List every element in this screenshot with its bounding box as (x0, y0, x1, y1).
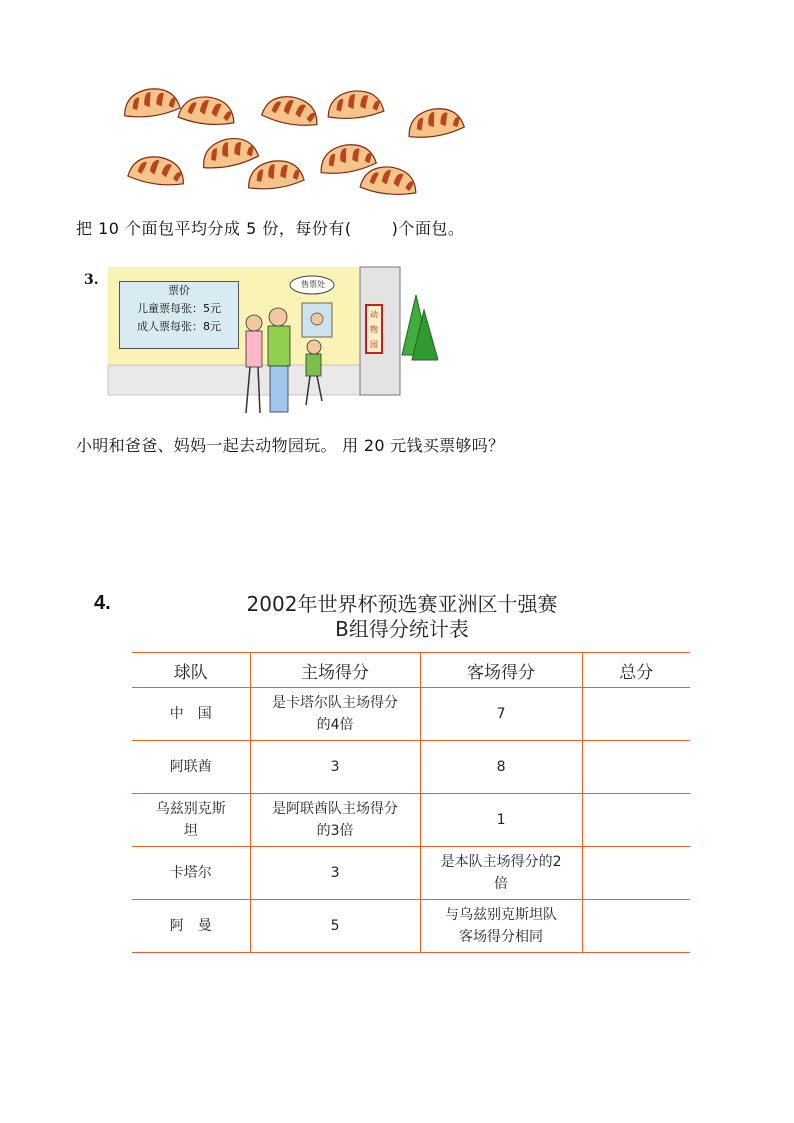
total-score-cell (582, 847, 690, 900)
table-row (132, 741, 690, 794)
away-score-cell: 是本队主场得分的2倍 (420, 847, 582, 900)
question3-number: 3. (84, 272, 99, 288)
table-row (132, 794, 690, 847)
home-score-cell: 3 (250, 847, 420, 900)
home-score-cell: 3 (250, 741, 420, 794)
father-head (269, 308, 287, 326)
away-score-cell: 8 (420, 741, 582, 794)
question4-number: 4. (94, 592, 111, 614)
home-score-cell: 是阿联酋队主场得分的3倍 (250, 794, 420, 847)
total-score-cell (582, 688, 690, 741)
father-legs (270, 366, 288, 412)
away-score-cell: 7 (420, 688, 582, 741)
bread (356, 159, 421, 201)
score-table (132, 652, 690, 953)
team-cell: 阿联酋 (132, 741, 250, 794)
child-ticket-price: 儿童票每张：5元 (137, 302, 221, 315)
header-home: 主场得分 (250, 653, 420, 688)
table-header-row (132, 653, 690, 688)
price-board (119, 281, 239, 349)
price-board-title: 票价 (168, 284, 190, 297)
adult-ticket-price: 成人票每张：8元 (137, 320, 221, 333)
table-title-line1: 2002年世界杯预选赛亚洲区十强赛 (246, 592, 558, 616)
home-score-cell: 是卡塔尔队主场得分的4倍 (250, 688, 420, 741)
gate-sign-char-1: 动 (370, 310, 378, 319)
away-score-cell: 与乌兹别克斯坦队客场得分相同 (420, 900, 582, 953)
table-row (132, 900, 690, 953)
mother-head (246, 315, 262, 331)
team-cell: 乌兹别克斯坦 (132, 794, 250, 847)
table-body (132, 688, 690, 953)
header-away: 客场得分 (420, 653, 582, 688)
table-row (132, 847, 690, 900)
bread (124, 148, 190, 192)
team-cell: 阿 曼 (132, 900, 250, 953)
child-body (306, 354, 321, 376)
total-score-cell (582, 794, 690, 847)
question1-text-after: )个面包。 (391, 219, 465, 238)
bread (401, 99, 468, 145)
bread (242, 152, 308, 196)
ticket-office-illustration (106, 265, 438, 420)
gate-sign-char-3: 园 (370, 340, 378, 349)
away-score-cell: 1 (420, 794, 582, 847)
gate-sign-char-2: 物 (370, 325, 378, 334)
question1-text-before: 把 10 个面包平均分成 5 份，每份有( (76, 219, 352, 238)
bread (174, 89, 239, 131)
table-row (132, 688, 690, 741)
ticket-sign: 售票处 (301, 280, 325, 289)
total-score-cell (582, 741, 690, 794)
mother-body (246, 331, 262, 367)
question3-text: 小明和爸爸、妈妈一起去动物园玩。 用 20 元钱买票够吗？ (76, 436, 505, 455)
father-body (268, 326, 290, 366)
header-total: 总分 (582, 653, 690, 688)
header-team: 球队 (132, 653, 250, 688)
child-head (307, 340, 321, 354)
wall-base (108, 365, 360, 395)
home-score-cell: 5 (250, 900, 420, 953)
team-cell: 中 国 (132, 688, 250, 741)
total-score-cell (582, 900, 690, 953)
bread (257, 87, 324, 133)
question1-text (76, 216, 464, 239)
table-title-line2: B组得分统计表 (335, 617, 469, 641)
team-cell: 卡塔尔 (132, 847, 250, 900)
bread-illustration (110, 78, 470, 198)
clerk (311, 313, 323, 325)
bread (322, 83, 387, 125)
